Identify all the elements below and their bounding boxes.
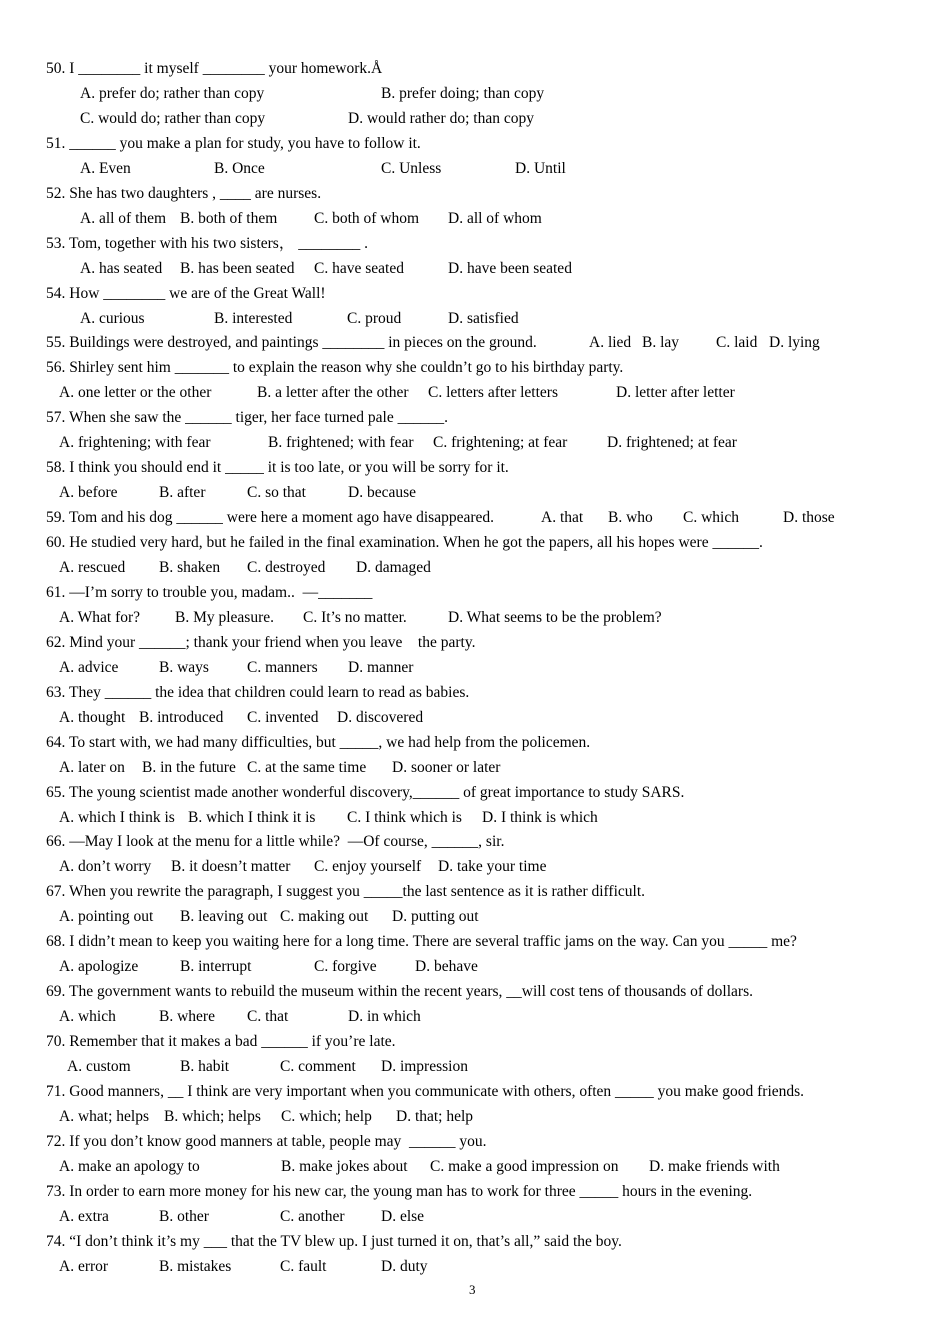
answer-option: B. has been seated bbox=[180, 259, 295, 277]
answer-option: A. apologize bbox=[59, 958, 139, 976]
answer-option: B. which I think it is bbox=[188, 808, 316, 826]
question-stem: 50. I ________ it myself ________ your homework.Å bbox=[46, 60, 383, 77]
answer-option: D. that; help bbox=[396, 1107, 474, 1125]
answer-option: B. other bbox=[159, 1207, 209, 1225]
answer-option: D. letter after letter bbox=[616, 384, 735, 402]
question-stem: 51. ______ you make a plan for study, you have to follow it. bbox=[46, 134, 421, 152]
answer-option: A. all of them bbox=[80, 209, 167, 227]
answer-option: A. make an apology to bbox=[59, 1157, 200, 1175]
answer-option: B. frightened; with fear bbox=[268, 434, 414, 452]
answer-option: B. leaving out bbox=[180, 908, 268, 926]
answer-option: A. curious bbox=[80, 309, 145, 327]
answer-option: C. making out bbox=[280, 908, 369, 926]
question-stem: 53. Tom, together with his two sisters， ________ . bbox=[46, 234, 368, 252]
answer-option: B. both of them bbox=[180, 209, 278, 227]
answer-option: C. laid bbox=[716, 334, 758, 352]
answer-option: B. lay bbox=[642, 334, 680, 352]
answer-option: D. What seems to be the problem? bbox=[448, 608, 662, 626]
answer-option: B. who bbox=[608, 509, 653, 527]
answer-option: C. frightening; at fear bbox=[433, 434, 568, 452]
answer-option: A. frightening; with fear bbox=[59, 434, 211, 452]
answer-option: A. thought bbox=[59, 708, 126, 726]
answer-option: C. that bbox=[247, 1008, 289, 1026]
answer-option: A. rescued bbox=[59, 559, 126, 576]
question-stem: 63. They ______ the idea that children could learn to read as babies. bbox=[46, 683, 470, 701]
answer-option: D. manner bbox=[348, 658, 414, 676]
question-stem: 56. Shirley sent him _______ to explain the reason why she couldn’t go to his birthday party. bbox=[46, 359, 624, 377]
answer-option: B. My pleasure. bbox=[175, 608, 275, 626]
question-stem: 54. How ________ we are of the Great Wall! bbox=[46, 284, 326, 302]
answer-option: B. mistakes bbox=[159, 1257, 232, 1275]
answer-option: C. which; help bbox=[281, 1107, 372, 1125]
answer-option: B. ways bbox=[159, 658, 209, 676]
answer-option: C. fault bbox=[280, 1257, 327, 1275]
answer-option: C. have seated bbox=[314, 259, 404, 277]
answer-option: B. after bbox=[159, 484, 206, 502]
answer-option: D. all of whom bbox=[448, 209, 542, 227]
answer-option: B. prefer doing; than copy bbox=[381, 84, 545, 102]
answer-option: C. It’s no matter. bbox=[303, 608, 407, 626]
answer-option: A. advice bbox=[59, 658, 119, 676]
answer-option: C. make a good impression on bbox=[430, 1157, 619, 1175]
answer-option: C. manners bbox=[247, 658, 318, 676]
answer-option: A. what; helps bbox=[59, 1107, 149, 1125]
answer-option: D. damaged bbox=[356, 559, 431, 576]
question-stem: 66. —May I look at the menu for a little while? —Of course, ______, sir. bbox=[46, 833, 505, 851]
answer-option: A. error bbox=[59, 1257, 109, 1275]
question-stem: 62. Mind your ______; thank your friend when you leave the party. bbox=[46, 633, 476, 651]
answer-option: B. in the future bbox=[142, 758, 236, 776]
answer-option: A. that bbox=[541, 509, 584, 527]
answer-option: A. lied bbox=[589, 334, 632, 352]
answer-option: D. satisfied bbox=[448, 309, 519, 327]
answer-option: D. because bbox=[348, 484, 416, 502]
answer-option: B. make jokes about bbox=[281, 1157, 408, 1175]
answer-option: B. it doesn’t matter bbox=[171, 858, 291, 876]
answer-option: D. those bbox=[783, 509, 835, 527]
answer-option: B. where bbox=[159, 1008, 215, 1026]
question-stem: 59. Tom and his dog ______ were here a moment ago have disappeared. bbox=[46, 509, 495, 527]
question-stem: 61. —I’m sorry to trouble you, madam.. —_______ bbox=[46, 583, 373, 601]
answer-option: C. I think which is bbox=[347, 808, 462, 826]
answer-option: D. behave bbox=[415, 958, 478, 976]
answer-option: C. forgive bbox=[314, 958, 377, 976]
answer-option: C. proud bbox=[347, 309, 402, 327]
answer-option: B. interested bbox=[214, 309, 293, 327]
answer-option: A. prefer do; rather than copy bbox=[80, 84, 265, 102]
answer-option: A. which bbox=[59, 1008, 116, 1026]
answer-option: C. invented bbox=[247, 708, 319, 726]
question-stem: 71. Good manners, __ I think are very important when you communicate with others, often _____ you make good friends. bbox=[46, 1082, 805, 1100]
question-stem: 67. When you rewrite the paragraph, I suggest you _____the last sentence as it is rather difficult. bbox=[46, 883, 646, 901]
answer-option: D. discovered bbox=[337, 708, 424, 726]
question-stem: 73. In order to earn more money for his new car, the young man has to work for three _____ hours in the evening. bbox=[46, 1182, 753, 1200]
answer-option: A. Even bbox=[80, 159, 131, 177]
answer-option: C. Unless bbox=[381, 159, 442, 177]
answer-option: D. lying bbox=[769, 334, 820, 352]
question-stem: 58. I think you should end it _____ it is too late, or you will be sorry for it. bbox=[46, 459, 509, 477]
answer-option: A. pointing out bbox=[59, 908, 154, 926]
question-stem: 72. If you don’t know good manners at table, people may ______ you. bbox=[46, 1132, 487, 1150]
answer-option: D. Until bbox=[515, 159, 566, 177]
answer-option: B. Once bbox=[214, 159, 265, 177]
answer-option: C. another bbox=[280, 1207, 345, 1225]
answer-option: A. custom bbox=[67, 1058, 131, 1075]
answer-option: C. which bbox=[683, 509, 739, 527]
answer-option: C. would do; rather than copy bbox=[80, 109, 266, 127]
answer-option: C. comment bbox=[280, 1058, 356, 1075]
question-stem: 52. She has two daughters , ____ are nurses. bbox=[46, 184, 322, 202]
answer-option: A. one letter or the other bbox=[59, 384, 212, 402]
answer-option: D. frightened; at fear bbox=[607, 434, 737, 452]
answer-option: D. in which bbox=[348, 1008, 421, 1026]
answer-option: C. enjoy yourself bbox=[314, 858, 422, 876]
answer-option: D. impression bbox=[381, 1058, 468, 1075]
question-stem: 55. Buildings were destroyed, and paintings ________ in pieces on the ground. bbox=[46, 334, 537, 352]
answer-option: C. both of whom bbox=[314, 209, 420, 227]
answer-option: A. has seated bbox=[80, 259, 163, 277]
question-stem: 65. The young scientist made another wonderful discovery,______ of great importance to study SARS. bbox=[46, 783, 685, 801]
question-stem: 60. He studied very hard, but he failed in the final examination. When he got the papers, all his hopes were ______. bbox=[46, 534, 763, 552]
answer-option: D. have been seated bbox=[448, 259, 572, 277]
answer-option: D. putting out bbox=[392, 908, 479, 926]
answer-option: D. would rather do; than copy bbox=[348, 109, 534, 127]
question-stem: 70. Remember that it makes a bad ______ if you’re late. bbox=[46, 1033, 396, 1051]
question-stem: 74. “I don’t think it’s my ___ that the TV blew up. I just turned it on, that’s all,” said the boy. bbox=[46, 1232, 622, 1250]
answer-option: D. I think is which bbox=[482, 808, 598, 826]
answer-option: A. before bbox=[59, 484, 118, 502]
answer-option: A. later on bbox=[59, 758, 125, 776]
answer-option: B. a letter after the other bbox=[257, 384, 409, 402]
page-number: 3 bbox=[469, 1282, 476, 1297]
answer-option: B. shaken bbox=[159, 559, 221, 576]
answer-option: B. introduced bbox=[139, 708, 224, 726]
answer-option: D. sooner or later bbox=[392, 758, 501, 776]
answer-option: D. take your time bbox=[438, 858, 547, 876]
question-stem: 68. I didn’t mean to keep you waiting here for a long time. There are several traffic jams on the way. Can you _____ me? bbox=[46, 933, 797, 951]
answer-option: A. don’t worry bbox=[59, 858, 152, 876]
answer-option: D. make friends with bbox=[649, 1157, 780, 1175]
answer-option: A. which I think is bbox=[59, 808, 175, 826]
answer-option: C. so that bbox=[247, 484, 306, 502]
answer-option: D. duty bbox=[381, 1257, 428, 1275]
answer-option: B. habit bbox=[180, 1058, 230, 1075]
answer-option: A. What for? bbox=[59, 608, 141, 626]
answer-option: C. at the same time bbox=[247, 758, 367, 776]
answer-option: B. which; helps bbox=[164, 1107, 261, 1125]
answer-option: B. interrupt bbox=[180, 958, 252, 976]
answer-option: C. destroyed bbox=[247, 559, 326, 576]
answer-option: D. else bbox=[381, 1207, 425, 1225]
answer-option: A. extra bbox=[59, 1207, 109, 1225]
question-stem: 69. The government wants to rebuild the museum within the recent years, __will cost tens of thousands of dollars. bbox=[46, 983, 753, 1001]
question-stem: 64. To start with, we had many difficulties, but _____, we had help from the policemen. bbox=[46, 733, 591, 751]
answer-option: C. letters after letters bbox=[428, 384, 558, 402]
question-stem: 57. When she saw the ______ tiger, her face turned pale ______. bbox=[46, 409, 448, 427]
